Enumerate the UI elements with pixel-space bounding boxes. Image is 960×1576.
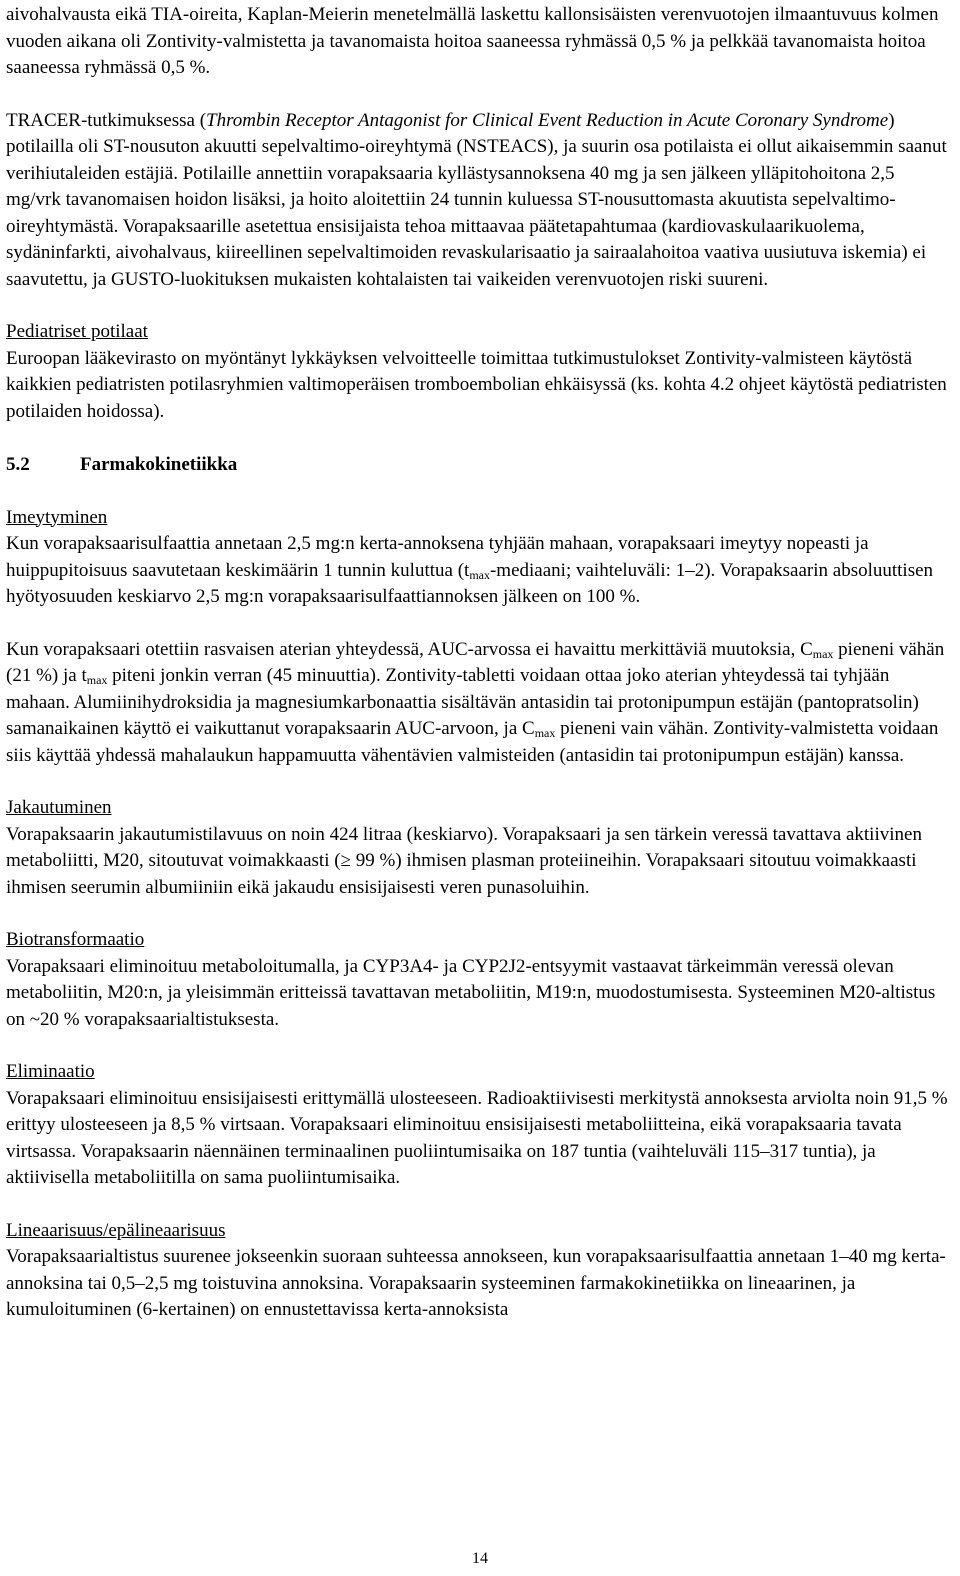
tracer-study-name: Thrombin Receptor Antagonist for Clinical Event Reduction in Acute Coronary Syndrome [206, 109, 889, 131]
section-heading [6, 452, 952, 479]
linearity-section [6, 1218, 952, 1324]
biotransformation-text: Vorapaksaari eliminoituu metaboloitumalla, ja CYP3A4- ja CYP2J2-entsyymit vastaavat tärkeimmän veressä olevan metaboliitin, M20:n, ja yleisimmän eritteissä tavattavan metaboliitin, M19:n, muodostumisesta. Systeeminen M20-altistus on ~20 % vorapaksaarialtistuksesta. [6, 955, 936, 1030]
page-number: 14 [472, 1550, 488, 1567]
section-number: 5.2 [6, 454, 30, 475]
pediatric-section [6, 319, 952, 425]
absorption-p2-text-a: Kun vorapaksaari otettiin rasvaisen aterian yhteydessä, AUC-arvossa ei havaittu merkittäviä muutoksia, C [6, 638, 813, 660]
elimination-title: Eliminaatio [6, 1061, 95, 1082]
pediatric-text: Euroopan lääkevirasto on myöntänyt lykkäyksen velvoitteelle toimittaa tutkimustulokset Zontivity-valmisteen käytöstä kaikkien pediatristen potilasryhmien valtimoperäisen tromboembolian ehkäisyssä (ks. kohta 4.2 ohjeet käytöstä pediatristen potilaiden hoidossa). [6, 347, 947, 422]
section-title: Farmakokinetiikka [80, 454, 238, 475]
tracer-paragraph [6, 108, 952, 294]
biotransformation-section [6, 927, 952, 1033]
absorption-section [6, 505, 952, 770]
distribution-section [6, 795, 952, 901]
pediatric-title: Pediatriset potilaat [6, 321, 148, 342]
elimination-text: Vorapaksaari eliminoituu ensisijaisesti erittymällä ulosteeseen. Radioaktiivisesti merkitystä annoksesta arviolta noin 91,5 % erittyy ulosteeseen ja 8,5 % virtsaan. Vorapaksaari eliminoituu ensisijaisesti metaboliitteina, eikä vorapaksaaria tavata virtsassa. Vorapaksaarin näennäinen terminaalinen puoliintumisaika on 187 tuntia (vaihteluväli 115–317 tuntia), ja aktiivisella metaboliitilla on sama puoliintumisaika. [6, 1087, 948, 1188]
document-page [6, 2, 952, 1324]
distribution-title: Jakautuminen [6, 797, 112, 818]
absorption-p2-text-b: pieneni vähän (21 %) ja t [6, 638, 945, 686]
absorption-paragraph-2 [6, 637, 952, 770]
intro-paragraph: aivohalvausta eikä TIA-oireita, Kaplan-Meierin menetelmällä laskettu kallonsisäisten verenvuotojen ilmaantuvuus kolmen vuoden aikana oli Zontivity-valmistetta ja tavanomaista hoitoa saaneessa ryhmässä 0,5 % ja pelkkää tavanomaista hoitoa saaneessa ryhmässä 0,5 %. [6, 4, 939, 78]
linearity-title: Lineaarisuus/epälineaarisuus [6, 1219, 226, 1241]
biotransformation-title: Biotransformaatio [6, 929, 145, 950]
tracer-lead: TRACER-tutkimuksessa ( [6, 109, 207, 131]
cmax-subscript: max [534, 726, 556, 740]
absorption-p1-text-b: -mediaani; vaihteluväli: 1–2). Vorapaksaarin absoluuttisen hyötyosuuden keskiarvo 2,5 mg:n vorapaksaarisulfaattiannoksen jälkeen on 100 %. [6, 559, 934, 607]
linearity-text: Vorapaksaarialtistus suurenee jokseenkin suoraan suhteessa annokseen, kun vorapaksaarisulfaattia annetaan 1–40 mg kerta-annoksina tai 0,5–2,5 mg toistuvina annoksina. Vorapaksaarin systeeminen farmakokinetiikka on lineaarinen, ja kumuloituminen (6-kertainen) on ennustettavissa kerta-annoksista [6, 1246, 946, 1320]
absorption-p1-text-a: Kun vorapaksaarisulfaattia annetaan 2,5 mg:n kerta-annoksena tyhjään mahaan, vorapaksaari imeytyy nopeasti ja huippupitoisuus saavutetaan keskimäärin 1 tunnin kuluttua (t [6, 533, 869, 581]
tmax-subscript: max [86, 673, 108, 687]
tracer-rest: ) potilailla oli ST-nousuton akuutti sepelvaltimo-oireyhtymä (NSTEACS), ja suurin osa potilaista ei ollut aikaisemmin saanut verihiutaleiden estäjiä. Potilaille annettiin vorapaksaaria kyllästysannoksena 40 mg ja sen jälkeen ylläpitohoitona 2,5 mg/vrk tavanomaisen hoidon lisäksi, ja hoito aloitettiin 24 tunnin kuluessa ST-nousuttomasta akuutista sepelvaltimo-oireyhtymästä. Vorapaksaarille asetettua ensisijaista tehoa mittaavaa päätetapahtumaa (kardiovaskulaarikuolema, sydäninfarkti, aivohalvaus, kiireellinen sepelvaltimoiden revaskularisaatio ja sairaalahoitoa vaativa uusiutuva iskemia) ei saavutettu, ja GUSTO-luokituksen mukaisten kohtalaisten tai vaikeiden verenvuotojen riski suureni. [6, 109, 947, 290]
tmax-subscript: max [469, 567, 490, 582]
absorption-p2-text-d: pieneni vain vähän. Zontivity-valmistetta voidaan siis käyttää yhdessä mahalaukun happamuutta vähentävien valmisteiden (antasidin tai protonipumpun estäjän) kanssa. [6, 718, 939, 766]
absorption-paragraph-1 [6, 531, 952, 611]
distribution-text: Vorapaksaarin jakautumistilavuus on noin 424 litraa (keskiarvo). Vorapaksaari ja sen tärkein veressä tavattava aktiivinen metaboliitti, M20, sitoutuvat voimakkaasti (≥ 99 %) ihmisen plasman proteiineihin. Vorapaksaari sitoutuu voimakkaasti ihmisen seerumin albumiiniin eikä jakaudu ensisijaisesti veren punasoluihin. [6, 823, 922, 898]
absorption-p2-text-c: piteni jonkin verran (45 minuuttia). Zontivity-tabletti voidaan ottaa joko aterian yhteydessä tai tyhjään mahaan. Alumiinihydroksidia ja magnesiumkarbonaattia sisältävän antasidin tai protonipumpun estäjän (pantopratsolin) samanaikainen käyttö ei vaikuttanut vorapaksaarin AUC-arvoon, ja C [6, 665, 919, 739]
elimination-section [6, 1059, 952, 1192]
absorption-title: Imeytyminen [6, 506, 108, 528]
cmax-subscript: max [812, 646, 834, 661]
